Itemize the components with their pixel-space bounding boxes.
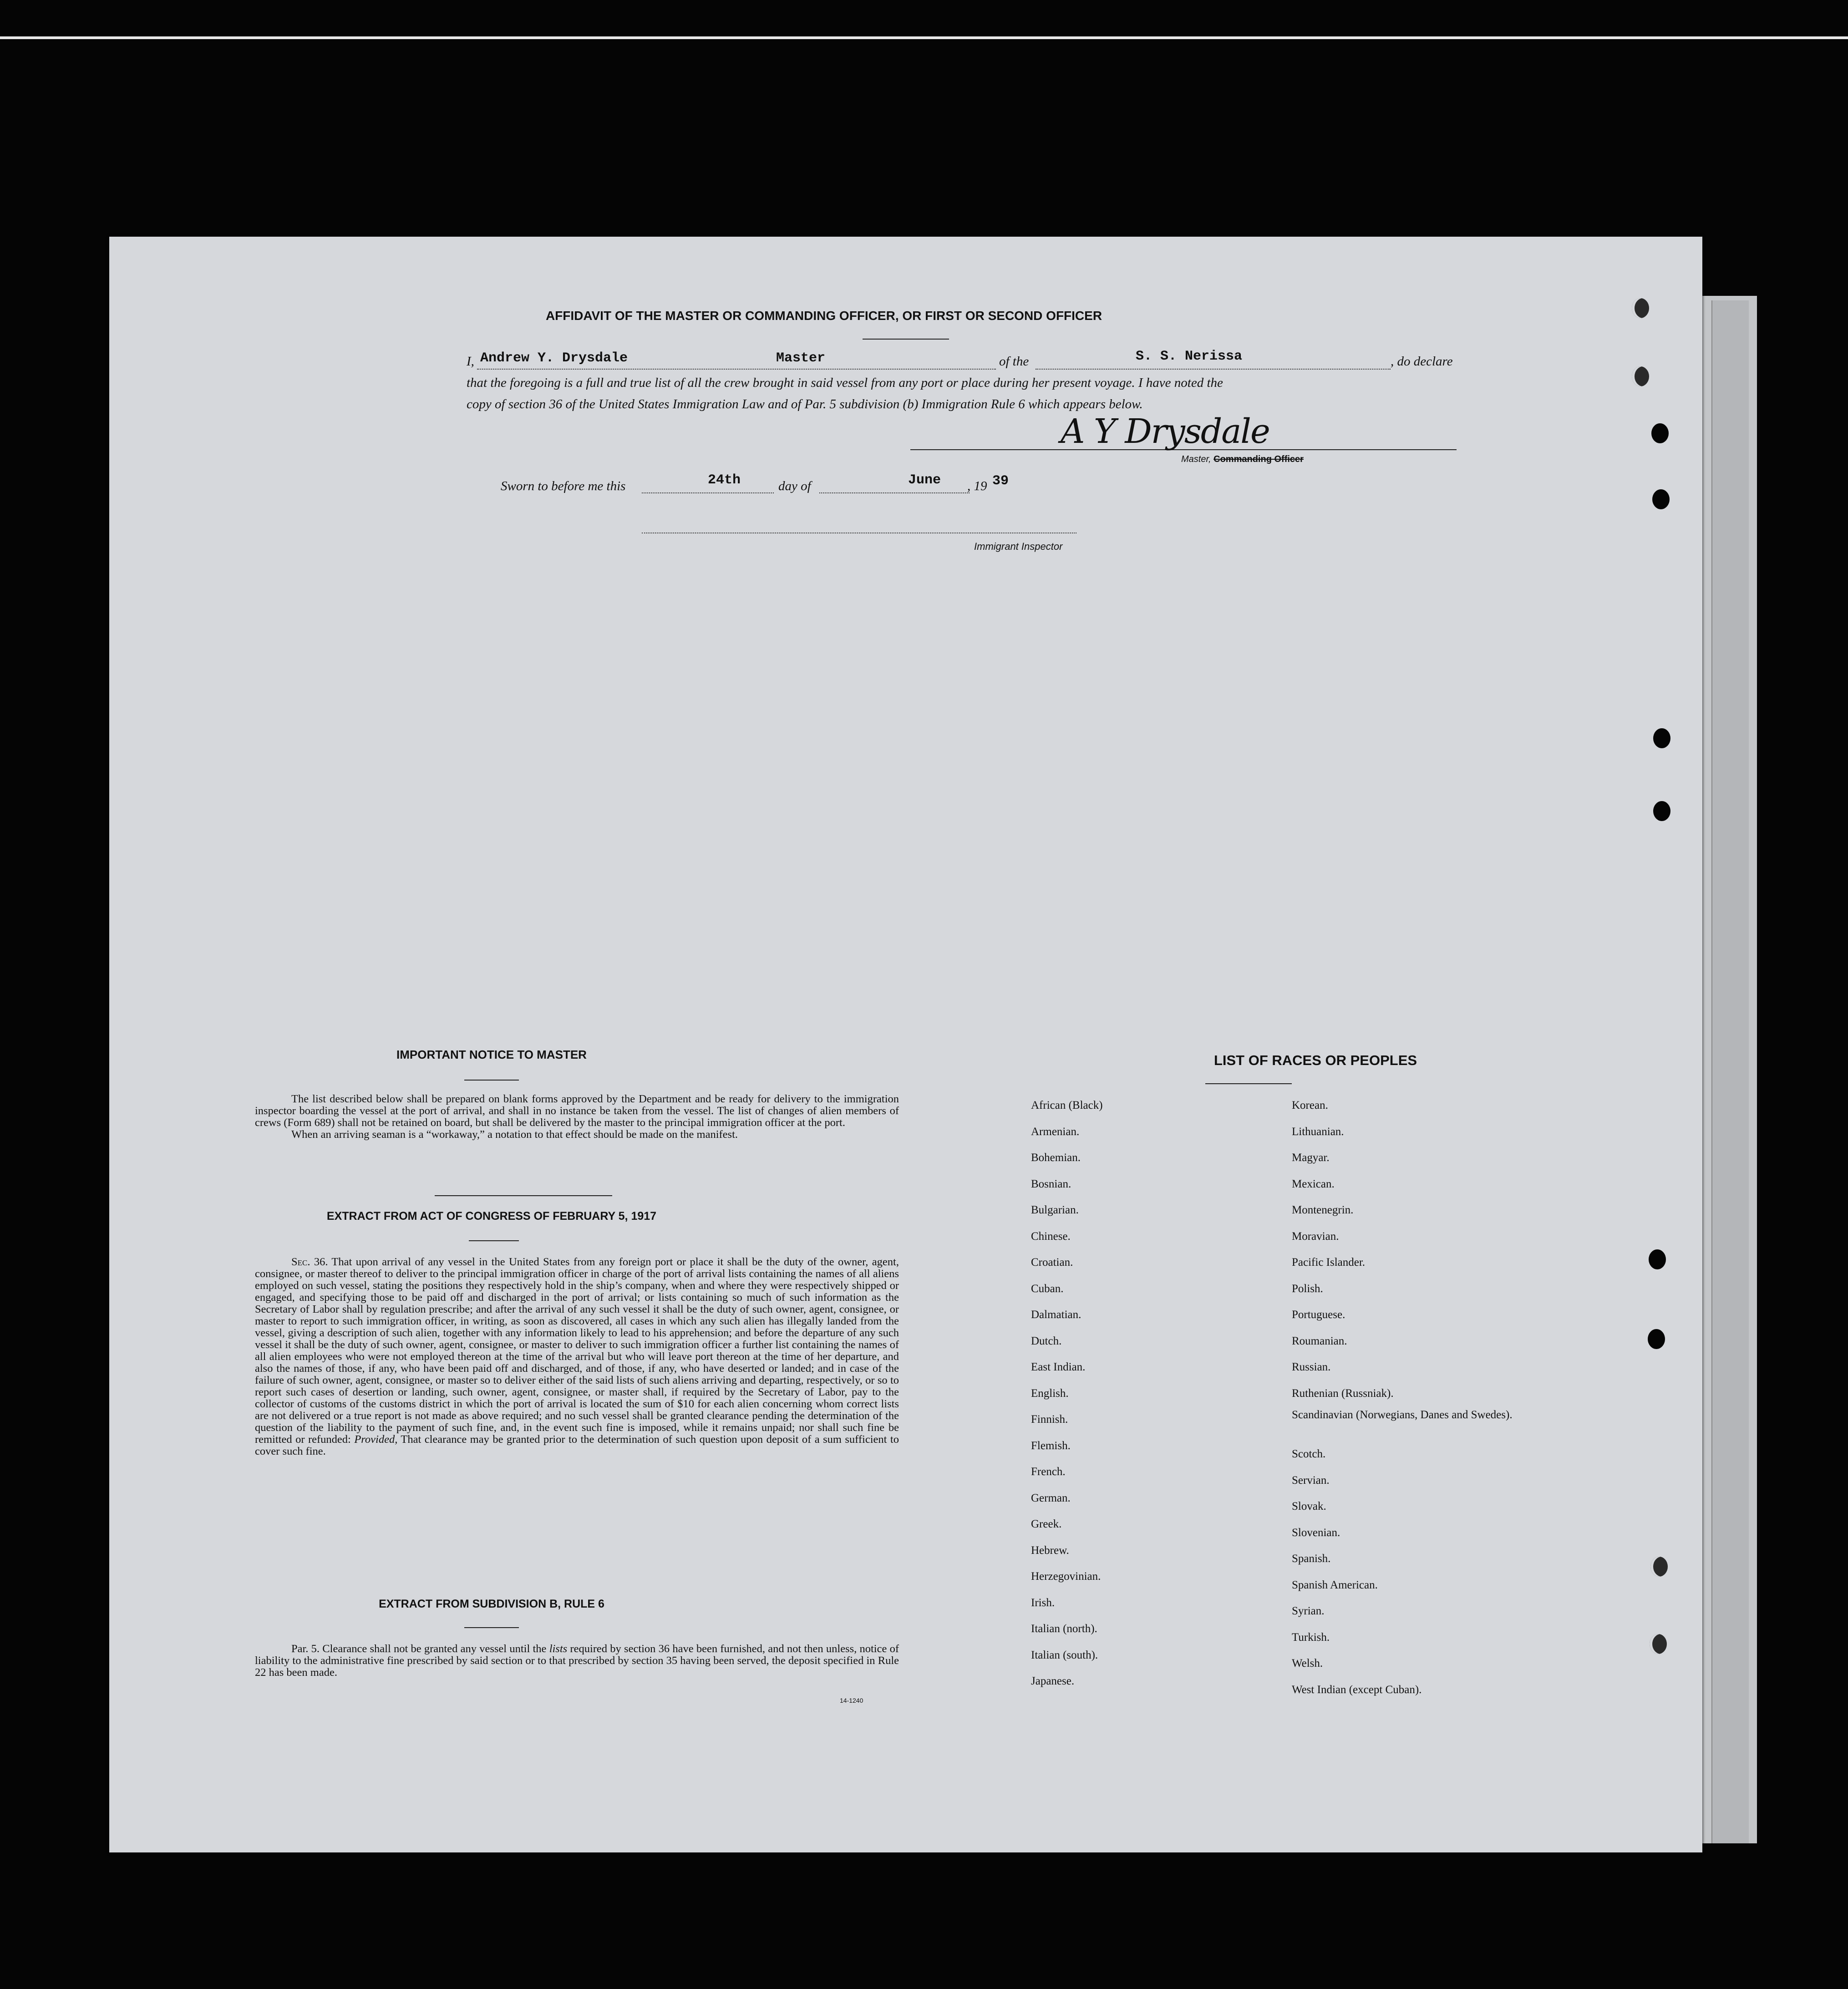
race-item: Bulgarian. xyxy=(1031,1204,1079,1216)
sworn-label: Sworn to before me this xyxy=(501,479,626,493)
scan-border-top xyxy=(0,36,1848,39)
notice-title: IMPORTANT NOTICE TO MASTER xyxy=(396,1048,587,1061)
extract-rule-title: EXTRACT FROM SUBDIVISION B, RULE 6 xyxy=(379,1598,604,1610)
race-item: Syrian. xyxy=(1292,1605,1325,1617)
par-5-text: Clearance shall not be granted any vessel until the xyxy=(320,1643,549,1655)
race-item: Slovenian. xyxy=(1292,1526,1340,1539)
race-item: Scandinavian (Norwegians, Danes and Swedes). xyxy=(1292,1409,1513,1421)
race-item: Hebrew. xyxy=(1031,1544,1069,1557)
section-divider xyxy=(435,1195,612,1196)
races-right-column xyxy=(1292,1092,1528,1703)
race-item: West Indian (except Cuban). xyxy=(1292,1683,1422,1696)
race-item: Finnish. xyxy=(1031,1413,1068,1426)
race-item: Korean. xyxy=(1292,1099,1328,1111)
extract-act-text xyxy=(255,1256,899,1457)
race-item: Italian (south). xyxy=(1031,1649,1098,1661)
vessel-field-line xyxy=(1036,369,1391,370)
race-item: Russian. xyxy=(1292,1361,1331,1373)
race-item: Herzegovinian. xyxy=(1031,1570,1101,1583)
race-item: Magyar. xyxy=(1292,1152,1330,1164)
extract-rule-text xyxy=(255,1643,899,1679)
race-item: Ruthenian (Russniak). xyxy=(1292,1387,1394,1400)
provided-word: Provided, xyxy=(354,1433,398,1446)
race-item: Mexican. xyxy=(1292,1177,1335,1190)
do-declare-label: , do declare xyxy=(1391,354,1453,369)
punch-hole xyxy=(1650,1557,1668,1577)
race-item: Turkish. xyxy=(1292,1631,1330,1644)
race-item: Cuban. xyxy=(1031,1282,1064,1295)
sworn-month: June xyxy=(908,472,941,488)
extract-act-title: EXTRACT FROM ACT OF CONGRESS OF FEBRUARY 5, 1917 xyxy=(326,1210,657,1223)
race-item: Chinese. xyxy=(1031,1230,1071,1243)
race-item: Bohemian. xyxy=(1031,1152,1081,1164)
race-item: Irish. xyxy=(1031,1596,1055,1609)
race-item: Flemish. xyxy=(1031,1439,1071,1452)
signature-caption xyxy=(1181,454,1304,465)
race-item: English. xyxy=(1031,1387,1069,1400)
of-the-label: of the xyxy=(999,354,1029,369)
document-page xyxy=(109,237,1702,1852)
race-item: Greek. xyxy=(1031,1518,1062,1530)
notice-underline xyxy=(464,1080,519,1081)
year-prefix: , 19 xyxy=(967,479,987,493)
race-item: Polish. xyxy=(1292,1282,1323,1295)
race-item: Spanish American. xyxy=(1292,1578,1378,1591)
race-item: Montenegrin. xyxy=(1292,1204,1354,1216)
sworn-day-line xyxy=(642,492,774,493)
race-item: Servian. xyxy=(1292,1474,1330,1487)
race-item: African (Black) xyxy=(1031,1099,1103,1111)
race-item: German. xyxy=(1031,1492,1071,1504)
punch-hole xyxy=(1649,1249,1666,1269)
par-5-lead: Par. 5. xyxy=(291,1643,320,1655)
race-item: Portuguese. xyxy=(1292,1309,1345,1321)
race-item: Armenian. xyxy=(1031,1125,1080,1138)
vessel-name: S. S. Nerissa xyxy=(1136,349,1243,364)
sec-36-text: That upon arrival of any vessel in the United States from any foreign port or place it shall be the duty of the owner, agent, consignee, or master thereof to deliver to the principal immigration officer in charge of the port of arrival lists containing the names of all aliens employed on such vessel, stating the positions they respectively hold in the ship’s company, when and where they were respectively shipped or engaged, and specifying those to be paid off and discharged in the port of arrival; or lists containing so much of such information as the Secretary of Labor shall by regulation prescribe; and after the arrival of any such vessel it shall be the duty of such owner, agent, consignee, or master to report to such immigration officer, in writing, as soon as discovered, all cases in which any such alien has illegally landed from the vessel, giving a description of such alien, together with any information likely to lead to his apprehension; and before the departure of any such vessel it shall be the duty of such owner, agent, consignee, or master to deliver to such immigration officer a further list containing the names of all alien employees who were not employed thereon at the time of the arrival but who will leave port thereon at the time of her departure, and also the names of those, if any, who have been paid off and discharged, and of those, if any, who have deserted or landed; and in case of the failure of such owner, agent, consignee, or master so to deliver either of the said lists of such aliens arriving and departing, respectively, or so to report such cases of desertion or landing, such owner, agent, consignee, or master shall, if required by the Secretary of Labor, pay to the collector of customs of the customs district in which the port of arrival is located the sum of $10 for each alien concerning whom correct lists are not delivered or a true report is not made as above required; and no such vessel shall be granted clearance pending the determination of the question of the liability to the payment of such fine, and, in the event such fine is imposed, while it remains unpaid; nor shall such fine be remitted or refunded: xyxy=(255,1256,899,1446)
race-item: Japanese. xyxy=(1031,1675,1075,1687)
par-5-text-end: required by section 36 have been furnished, and not then unless, notice of liability to the administrative fine prescribed by said section or to that prescribed by section 35 having been served, the deposit specified in Rule 22 has been made. xyxy=(255,1643,899,1679)
year-suffix: 39 xyxy=(992,473,1009,489)
race-item: Lithuanian. xyxy=(1292,1125,1344,1138)
notice-paragraph-1: The list described below shall be prepared on blank forms approved by the Department and be ready for delivery to the immigration inspector boarding the vessel at the port of arrival, and shall in no instance be taken from the vessel. The list of changes of alien members of crews (Form 689) shall not be retained on board, but shall be delivered by the master to the principal immigration officer at the port. xyxy=(255,1093,899,1129)
signature-caption-master: Master, xyxy=(1181,454,1211,464)
punch-hole xyxy=(1653,728,1670,748)
race-item: Dalmatian. xyxy=(1031,1309,1081,1321)
races-left-column xyxy=(1031,1092,1213,1695)
race-item: Scotch. xyxy=(1292,1448,1326,1460)
underlying-page-edge xyxy=(1711,300,1749,1843)
race-item: Slovak. xyxy=(1292,1500,1326,1512)
punch-hole xyxy=(1653,801,1670,821)
affidavit-line-3: copy of section 36 of the United States Immigration Law and of Par. 5 subdivision (b) Immigration Rule 6 which appears below. xyxy=(467,397,1143,411)
sworn-day: 24th xyxy=(708,472,741,488)
race-item: Moravian. xyxy=(1292,1230,1339,1243)
master-signature: A Y Drysdale xyxy=(1061,412,1269,451)
race-item: East Indian. xyxy=(1031,1361,1086,1373)
day-of-label: day of xyxy=(778,479,811,493)
punch-hole xyxy=(1632,298,1649,318)
name-field-line xyxy=(477,369,996,370)
races-title: LIST OF RACES OR PEOPLES xyxy=(1213,1052,1417,1068)
race-item: Dutch. xyxy=(1031,1334,1062,1347)
form-number: 14-1240 xyxy=(840,1697,863,1704)
notice-text xyxy=(255,1093,899,1141)
punch-hole xyxy=(1632,366,1649,386)
punch-hole xyxy=(1652,489,1670,509)
races-underline xyxy=(1205,1083,1292,1084)
lists-word: lists xyxy=(549,1643,568,1655)
affidavit-line-2: that the foregoing is a full and true list of all the crew brought in said vessel from any port or place during her present voyage. I have noted the xyxy=(467,375,1223,390)
rank-value: Master xyxy=(776,350,826,366)
extract-act-underline xyxy=(469,1240,519,1241)
race-item: Italian (north). xyxy=(1031,1623,1097,1635)
title-underline xyxy=(863,339,949,340)
inspector-label: Immigrant Inspector xyxy=(974,541,1063,552)
race-item: Welsh. xyxy=(1292,1657,1323,1669)
sworn-month-line xyxy=(819,492,970,493)
race-item: French. xyxy=(1031,1466,1066,1478)
punch-hole xyxy=(1648,1329,1665,1349)
race-item: Croatian. xyxy=(1031,1256,1073,1268)
sec-36-lead: Sec. 36. xyxy=(291,1256,328,1268)
notice-paragraph-2: When an arriving seaman is a “workaway,” a notation to that effect should be made on the manifest. xyxy=(291,1128,738,1141)
race-item: Spanish. xyxy=(1292,1553,1331,1565)
master-name: Andrew Y. Drysdale xyxy=(480,350,628,366)
race-item: Bosnian. xyxy=(1031,1177,1071,1190)
punch-hole xyxy=(1651,423,1669,443)
punch-hole xyxy=(1650,1634,1667,1654)
race-item: Roumanian. xyxy=(1292,1334,1347,1347)
sec-36-text-end: That clearance may be granted prior to the determination of such question upon deposit of a sum sufficient to cover such fine. xyxy=(255,1433,899,1457)
affidavit-title: AFFIDAVIT OF THE MASTER OR COMMANDING OFFICER, OR FIRST OR SECOND OFFICER xyxy=(545,309,1102,323)
extract-rule-underline xyxy=(464,1627,519,1628)
signature-caption-struck: Commanding Officer xyxy=(1213,454,1304,464)
race-item: Pacific Islander. xyxy=(1292,1256,1366,1268)
i-label: I, xyxy=(467,354,474,369)
